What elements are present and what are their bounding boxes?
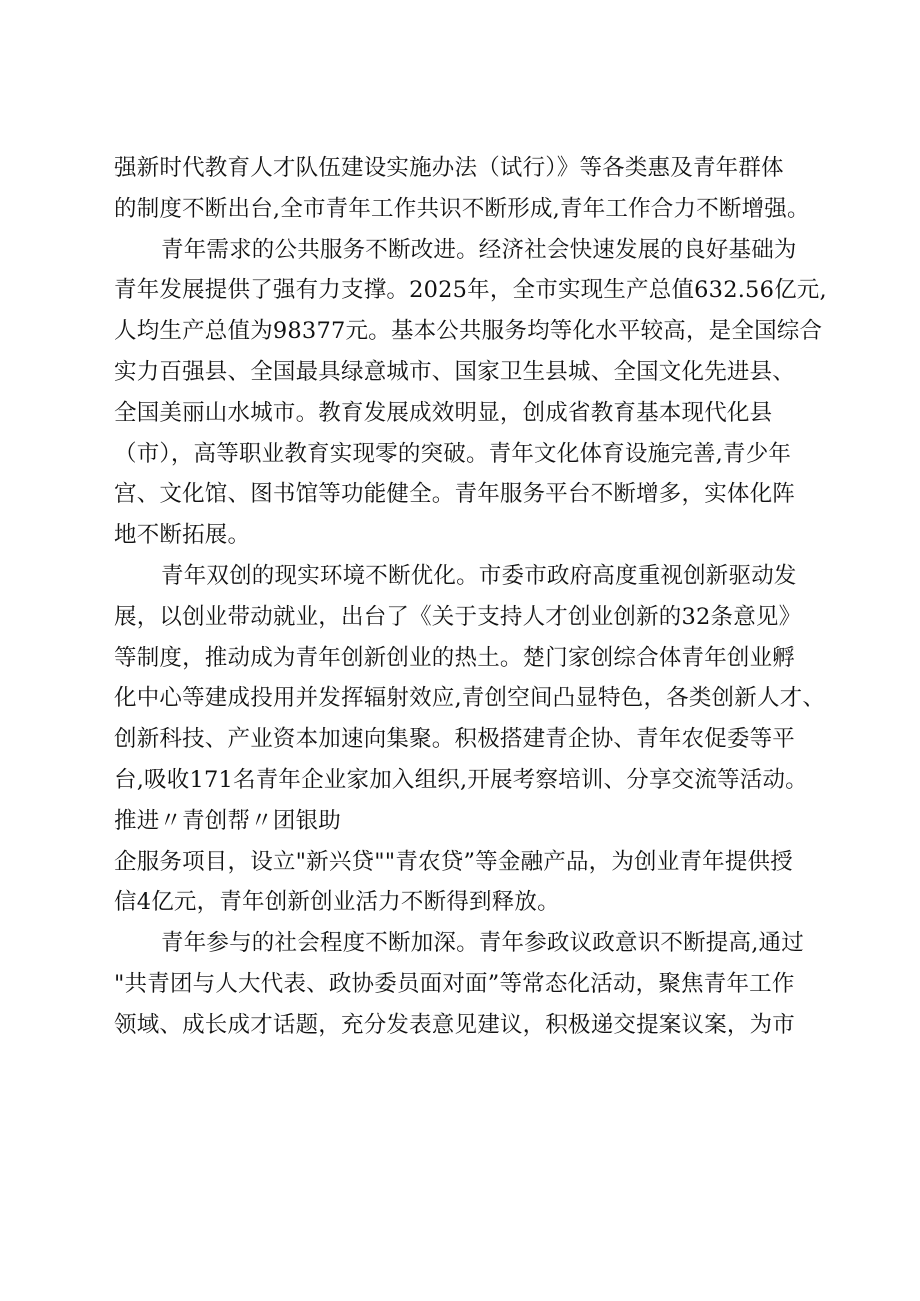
text-line: 的制度不断出台,全市青年工作共识不断形成,青年工作合力不断增强。 bbox=[114, 195, 810, 222]
text-line: 领域、成长成才话题，充分发表意见建议，积极递交提案议案，为市 bbox=[114, 1011, 796, 1038]
text-line: 实力百强县、全国最具绿意城市、国家卫生县城、全国文化先进县、 bbox=[114, 358, 796, 385]
text-line: 创新科技、产业资本加速向集聚。积极搭建青企协、青年农促委等平 bbox=[114, 726, 796, 753]
text-line: 强新时代教育人才队伍建设实施办法（试行）》等各类惠及青年群体 bbox=[114, 155, 784, 181]
text-line: 化中心等建成投用并发挥辐射效应,青创空间凸显特色，各类创新人才、 bbox=[114, 685, 826, 712]
text-line: 等制度，推动成为青年创新创业的热土。楚门家创综合体青年创业孵 bbox=[114, 644, 796, 671]
text-line: 青年发展提供了强有力支撑。2025年，全市实现生产总值632.56亿元, bbox=[114, 277, 827, 304]
text-line: 全国美丽山水城市。教育发展成效明显，创成省教育基本现代化县 bbox=[114, 399, 773, 426]
paragraph-heading-public-services: 青年需求的公共服务不断改进。经济社会快速发展的良好基础为 bbox=[161, 236, 797, 263]
text-line: 推进〃青创帮〃团银助 bbox=[114, 807, 342, 834]
body-text bbox=[114, 148, 834, 1046]
paragraph-heading-innovation: 青年双创的现实环境不断优化。市委市政府高度重视创新驱动发 bbox=[161, 562, 797, 589]
text-line: 地不断拓展。 bbox=[114, 522, 251, 549]
text-line: 台,吸收171名青年企业家加入组织,开展考察培训、分享交流等活动。 bbox=[114, 766, 808, 793]
text-line: 展，以创业带动就业，出台了《关于支持人才创业创新的32条意见》 bbox=[114, 603, 802, 630]
text-line: （市），高等职业教育实现零的突破。青年文化体育设施完善,青少年 bbox=[114, 440, 792, 467]
text-line: "共青团与人大代表、政协委员面对面”等常态化活动，聚焦青年工作 bbox=[114, 970, 795, 997]
paragraph-heading-participation: 青年参与的社会程度不断加深。青年参政议政意识不断提高,通过 bbox=[161, 930, 804, 957]
text-line: 信4亿元，青年创新创业活力不断得到释放。 bbox=[114, 889, 560, 916]
text-line: 人均生产总值为98377元。基本公共服务均等化水平较高，是全国综合 bbox=[114, 318, 823, 345]
text-line: 宫、文化馆、图书馆等功能健全。青年服务平台不断增多，实体化阵 bbox=[114, 481, 796, 508]
text-line: 企服务项目，设立"新兴贷""青农贷”等金融产品，为创业青年提供授 bbox=[114, 848, 793, 875]
